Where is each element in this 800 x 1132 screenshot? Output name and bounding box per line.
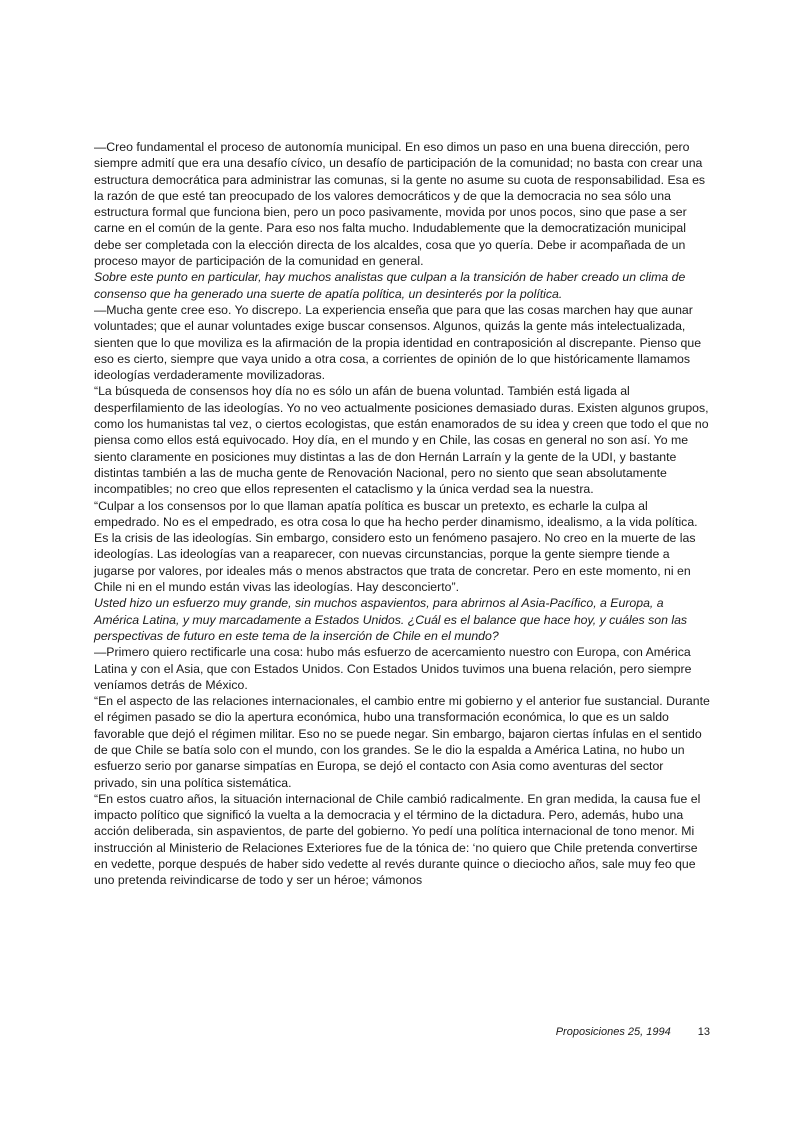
answer-paragraph: “La búsqueda de consensos hoy día no es sólo un afán de buena voluntad. También está ligada al desperfilamiento de las ideologías. Yo no veo actualmente posiciones demasiado duras. Existen algunos grupos, como los humanistas tal vez, o ciertos ecologistas, que están enamorados de su idea y creen que todo el que no piensa como ellos está equivocado. Hoy día, en el mundo y en Chile, las cosas en general no son así. Yo me siento claramente en posiciones muy distintas a las de don Hernán Larraín y la gente de la UDI, y bastante distintas también a las de mucha gente de Renovación Nacional, pero no siento que sean absolutamente incompatibles; no creo que ellos representen el cataclismo y la única verdad sea la nuestra. (94, 384, 709, 497)
answer-paragraph: “Culpar a los consensos por lo que llaman apatía política es buscar un pretexto, es echarle la culpa al empedrado. No es el empedrado, es otra cosa lo que ha hecho perder dinamismo, idealismo, a la vida política. Es la crisis de las ideologías. Sin embargo, considero esto un fenómeno pasajero. No creo en la muerte de las ideologías. Las ideologías van a reaparecer, con nuevas circunstancias, porque la gente siempre tiende a jugarse por valores, por ideales más o menos abstractos que trata de concretar. Pero en este momento, ni en Chile ni en el mundo están vivas las ideologías. Hay desconcierto”. (94, 498, 698, 595)
answer-paragraph: —Creo fundamental el proceso de autonomía municipal. En eso dimos un paso en una buena dirección, pero siempre admití que era una desafío cívico, un desafío de participación de la comunidad; no basta con crear una estructura democrática para administrar las comunas, si la gente no asume su cuota de responsabilidad. Esa es la razón de que esté tan preocupado de los valores democráticos y de que la democracia no sea sólo una estructura formal que funciona bien, pero un poco pasivamente, movida por unos pocos, sino que pase a ser carne en el común de la gente. Para eso nos falta mucho. Indudablemente que la democratización municipal debe ser completada con la elección directa de los alcaldes, cosa que yo quería. Debe ir acompañada de un proceso mayor de participación de la comunidad en general. (94, 140, 706, 269)
interview-question: Sobre este punto en particular, hay muchos analistas que culpan a la transición de haber creado un clima de consenso que ha generado una suerte de apatía política, un desinterés por la política. (94, 270, 686, 301)
answer-paragraph: —Mucha gente cree eso. Yo discrepo. La experiencia enseña que para que las cosas marchen hay que aunar voluntades; que el aunar voluntades exige buscar consensos. Algunos, quizás la gente más intelectualizada, sienten que lo que moviliza es la afirmación de la propia identidad en contraposición al discrepante. Pienso que eso es cierto, siempre que vaya unido a otra cosa, a corrientes de opinión de lo que históricamente llamamos ideologías verdaderamente movilizadoras. (94, 302, 702, 383)
answer-paragraph: —Primero quiero rectificarle una cosa: hubo más esfuerzo de acercamiento nuestro con Europa, con América Latina y con el Asia, que con Estados Unidos. Con Estados Unidos tuvimos una buena relación, pero siempre veníamos detrás de México. (94, 645, 692, 692)
journal-citation: Proposiciones 25, 1994 (555, 1026, 671, 1038)
page-footer (556, 1026, 710, 1038)
answer-paragraph: “En estos cuatro años, la situación internacional de Chile cambió radicalmente. En gran medida, la causa fue el impacto político que significó la vuelta a la democracia y el término de la dictadura. Pero, además, hubo una acción deliberada, sin aspavientos, de parte del gobierno. Yo pedí una política internacional de tono menor. Mi instrucción al Ministerio de Relaciones Exteriores fue de la tónica de: ‘no quiero que Chile pretenda convertirse en vedette, porque después de haber sido vedette al revés durante quince o dieciocho años, sale muy feo que uno pretenda reivindicarse de todo y ser un héroe; vámonos (94, 791, 701, 888)
interview-question: Usted hizo un esfuerzo muy grande, sin muchos aspavientos, para abrirnos al Asia-Pacífico, a Europa, a América Latina, y muy marcadamente a Estados Unidos. ¿Cuál es el balance que hace hoy, y cuáles son las perspectivas de futuro en este tema de la inserción de Chile en el mundo? (94, 596, 688, 643)
answer-paragraph: “En el aspecto de las relaciones internacionales, el cambio entre mi gobierno y el anterior fue sustancial. Durante el régimen pasado se dio la apertura económica, hubo una transformación económica, lo que es un saldo favorable que dejó el régimen militar. Eso no se puede negar. Sin embargo, bajaron ciertas ínfulas en el sentido de que Chile se batía solo con el mundo, con los grandes. Se le dio la espalda a América Latina, no hubo un esfuerzo serio por ganarse simpatías en Europa, se dejó el contacto con Asia como aventuras del sector privado, sin una política sistemática. (94, 694, 710, 790)
page-number: 13 (697, 1026, 710, 1038)
article-body (94, 139, 710, 889)
